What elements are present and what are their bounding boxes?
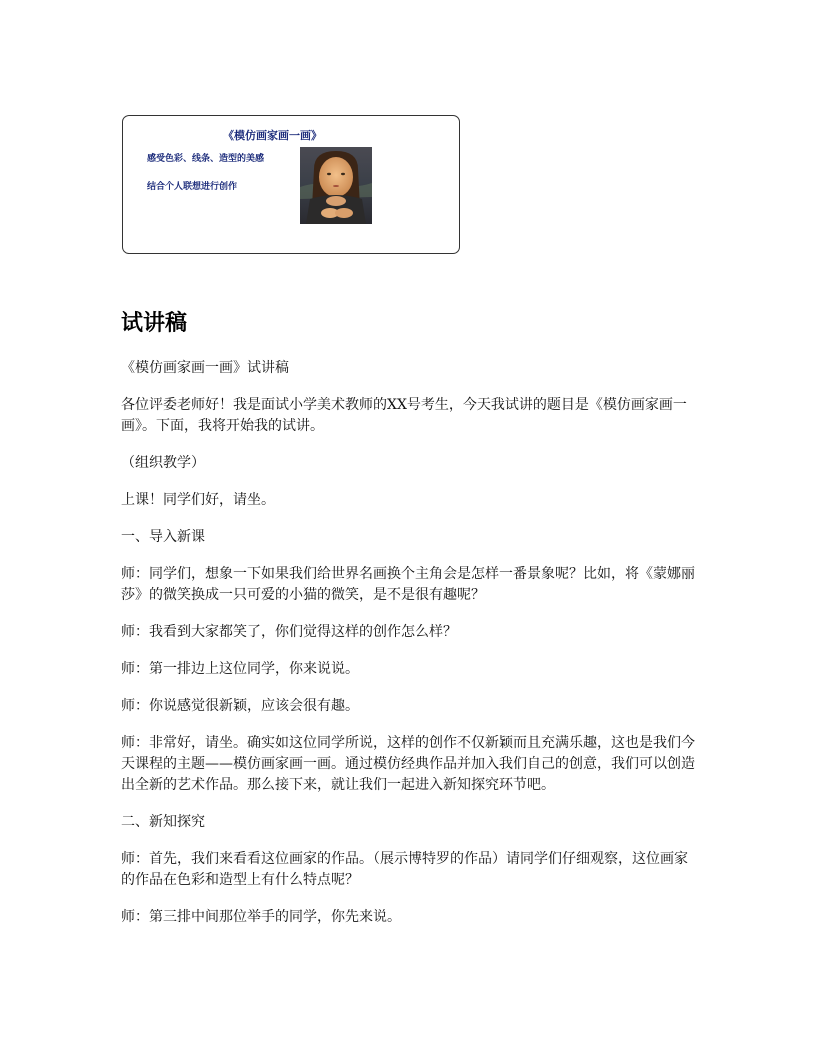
document-body [121,358,701,944]
paragraph-show-artwork: 师：首先，我们来看看这位画家的作品。（展示博特罗的作品）请同学们仔细观察，这位画家的作品在色彩和造型上有什么特点呢？ [121,851,688,888]
document-title: 试讲稿 [121,311,188,336]
section-heading-intro: 一、导入新课 [121,529,205,545]
paragraph-topic-intro: 师：非常好，请坐。确实如这位同学所说，这样的创作不仅新颖而且充满乐趣，这也是我们今天课程的主题——模仿画家画一画。通过模仿经典作品并加入我们自己的创意，我们可以创造出全新的艺术作品。那么接下来，就让我们一起进入新知探究环节吧。 [121,735,695,793]
section-heading-explore: 二、新知探究 [121,814,205,830]
slide-title: 《模仿画家画一画》 [223,129,322,142]
paragraph-intro-question: 师：同学们，想象一下如果我们给世界名画换个主角会是怎样一番景象呢？比如，将《蒙娜丽莎》的微笑换成一只可爱的小猫的微笑，是不是很有趣呢？ [121,566,695,603]
paragraph-greeting: 各位评委老师好！我是面试小学美术教师的XX号考生，今天我试讲的题目是《模仿画家画一画》。下面，我将开始我的试讲。 [121,397,687,434]
paragraph-third-row: 师：第三排中间那位举手的同学，你先来说。 [121,909,401,925]
paragraph-organize: （组织教学） [121,455,205,471]
paragraph-intro-ask: 师：我看到大家都笑了，你们觉得这样的创作怎么样？ [121,624,457,640]
paragraph-call-student: 师：第一排边上这位同学，你来说说。 [121,661,359,677]
paragraph-lesson-title: 《模仿画家画一画》试讲稿 [121,360,289,376]
slide-thumbnail [122,115,460,254]
slide-line-1: 感受色彩、线条、造型的美感 [147,154,265,164]
slide-line-2: 结合个人联想进行创作 [147,182,238,192]
paragraph-student-answer: 师：你说感觉很新颖，应该会很有趣。 [121,698,359,714]
paragraph-start-class: 上课！同学们好，请坐。 [121,492,275,508]
painting-image [300,147,372,224]
